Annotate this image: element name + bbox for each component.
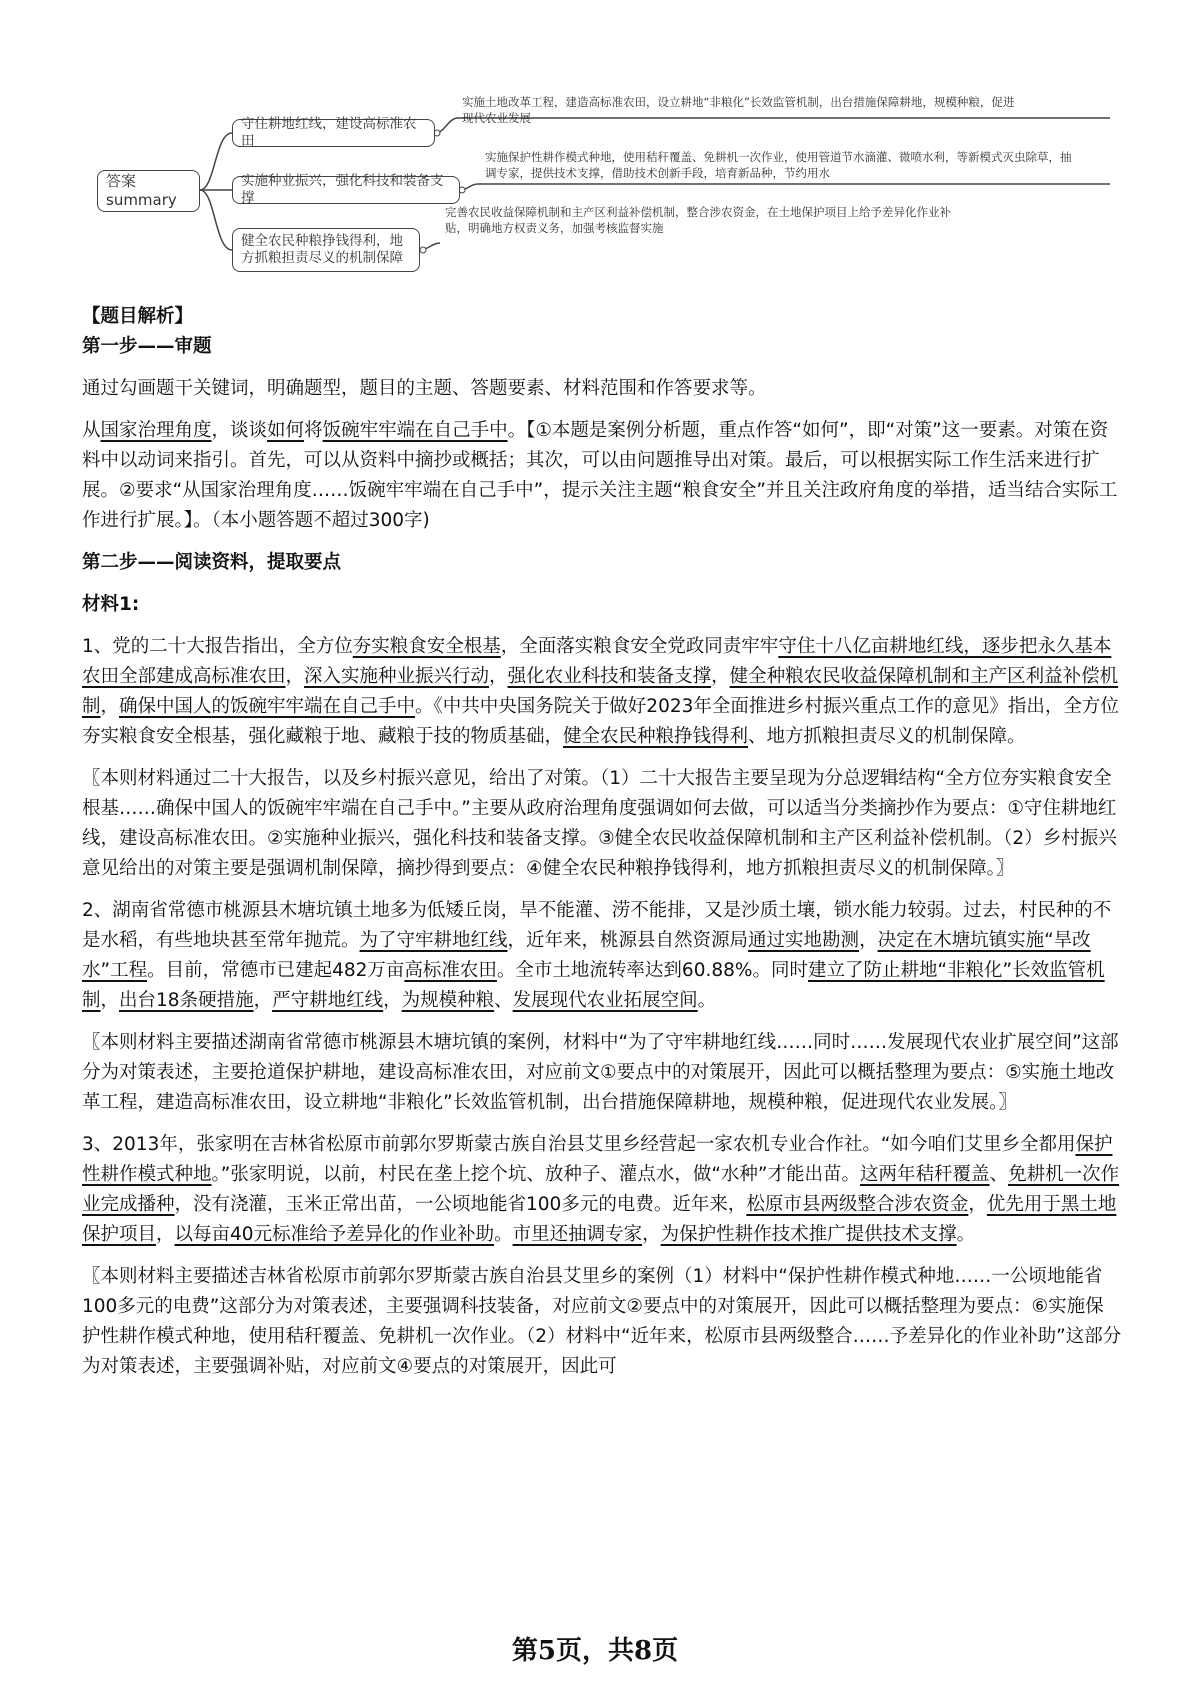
mindmap-branch-2: 实施种业振兴，强化科技和装备支撑	[232, 176, 460, 204]
mindmap-detail-3: 完善农民收益保障机制和主产区利益补偿机制，整合涉农资金，在土地保护项目上给予差异化作业补贴，明确地方权责义务，加强考核监督实施	[445, 205, 951, 235]
mindmap-root: 答案summary	[97, 170, 200, 212]
material-note-2: 〖本则材料主要描述湖南省常德市桃源县木塘坑镇的案例，材料中“为了守牢耕地红线……同时……发展现代农业扩展空间”这部分为对策表述，主要抢道保护耕地，建设高标准农田，对应前文①要点中的对策展开，因此可以概括整理为要点：⑤实施土地改革工程，建造高标准农田，设立耕地“非粮化”长效监管机制，出台措施保障耕地，规模种粮，促进现代农业发展。〗	[82, 1032, 1119, 1113]
material-paragraph-3: 3、2013年，张家明在吉林省松原市前郭尔罗斯蒙古族自治县艾里乡经营起一家农机专业合作社。“如今咱们艾里乡全都用保护性耕作模式种地。”张家明说，以前，村民在垄上挖个坑、放种子、灌点水，做“水种”才能出苗。这两年秸秆覆盖、免耕机一次作业完成播种，没有浇灌，玉米正常出苗，一公顷地能省100多元的电费。近年来，松原市县两级整合涉农资金，优先用于黑土地保护项目，以每亩40元标准给予差异化的作业补助。市里还抽调专家，为保护性耕作技术推广提供技术支撑。	[82, 1134, 1120, 1245]
material-note-3: 〖本则材料主要描述吉林省松原市前郭尔罗斯蒙古族自治县艾里乡的案例（1）材料中“保护性耕作模式种地……一公顷地能省100多元的电费”这部分为对策表述，主要强调科技装备，对应前文②要点中的对策展开，因此可以概括整理为要点：⑥实施保护性耕作模式种地，使用秸秆覆盖、免耕机一次作业。（2）材料中“近年来，松原市县两级整合……予差异化的作业补助”这部分为对策表述，主要强调补贴，对应前文④要点的对策展开，因此可	[82, 1266, 1122, 1377]
material-paragraph-2: 2、湖南省常德市桃源县木塘坑镇土地多为低矮丘岗，旱不能灌、涝不能排，又是沙质土壤，锁水能力较弱。过去，村民种的不是水稻，有些地块甚至常年抛荒。为了守牢耕地红线，近年来，桃源县自然资源局通过实地勘测，决定在木塘坑镇实施“旱改水”工程。目前，常德市已建起482万亩高标准农田。全市土地流转率达到60.88%。同时建立了防止耕地“非粮化”长效监管机制，出台18条硬措施，严守耕地红线，为规模种粮、发展现代农业拓展空间。	[82, 900, 1112, 1011]
page-footer: 第5页，共8页	[511, 1636, 679, 1666]
section-title: 【题目解析】	[82, 306, 194, 327]
material-paragraph-1: 1、党的二十大报告指出，全方位夯实粮食安全根基，全面落实粮食安全党政同责牢牢守住十八亿亩耕地红线，逐步把永久基本农田全部建成高标准农田，深入实施种业振兴行动，强化农业科技和装备支撑，健全种粮农民收益保障机制和主产区利益补偿机制，确保中国人的饭碗牢牢端在自己手中。《中共中央国务院关于做好2023年全面推进乡村振兴重点工作的意见》指出，全方位夯实粮食安全根基，强化藏粮于地、藏粮于技的物质基础，健全农民种粮挣钱得利、地方抓粮担责尽义的机制保障。	[82, 636, 1119, 747]
mindmap-branch-3: 健全农民种粮挣钱得利，地方抓粮担责尽义的机制保障	[232, 228, 420, 272]
mindmap-detail-1: 实施土地改革工程，建造高标准农田，设立耕地“非粮化”长效监管机制，出台措施保障耕地，规模种粮，促进现代农业发展	[462, 95, 1015, 125]
mindmap-connectors	[0, 0, 1190, 290]
material-title: 材料1:	[82, 594, 140, 615]
step2-title: 第二步——阅读资料，提取要点	[82, 552, 342, 573]
answer-mindmap	[0, 0, 1190, 290]
analysis-content	[82, 302, 1122, 1394]
step1-paragraph-1: 通过勾画题干关键词，明确题型，题目的主题、答题要素、材料范围和作答要求等。	[82, 378, 767, 399]
mindmap-branch-1: 守住耕地红线，建设高标准农田	[232, 119, 435, 147]
mindmap-detail-2: 实施保护性耕作模式种地，使用秸秆覆盖、免耕机一次作业，使用管道节水滴灌、微喷水利，等新模式灭虫除草，抽调专家，提供技术支撑，借助技术创新手段，培育新品种，节约用水	[485, 150, 1072, 180]
step1-title: 第一步——审题	[82, 336, 212, 357]
step1-paragraph-2: 从国家治理角度，谈谈如何将饭碗牢牢端在自己手中。【①本题是案例分析题，重点作答“如何”，即“对策”这一要素。对策在资料中以动词来指引。首先，可以从资料中摘抄或概括；其次，可以由问题推导出对策。最后，可以根据实际工作生活来进行扩展。②要求“从国家治理角度……饭碗牢牢端在自己手中”，提示关注主题“粮食安全”并且关注政府角度的举措，适当结合实际工作进行扩展。】。（本小题答题不超过300字)	[82, 420, 1118, 531]
material-note-1: 〖本则材料通过二十大报告，以及乡村振兴意见，给出了对策。（1）二十大报告主要呈现为分总逻辑结构“全方位夯实粮食安全根基……确保中国人的饭碗牢牢端在自己手中。”主要从政府治理角度强调如何去做，可以适当分类摘抄作为要点：①守住耕地红线，建设高标准农田。②实施种业振兴，强化科技和装备支撑。③健全农民收益保障机制和主产区利益补偿机制。（2）乡村振兴意见给出的对策主要是强调机制保障，摘抄得到要点：④健全农民种粮挣钱得利，地方抓粮担责尽义的机制保障。〗	[82, 768, 1117, 879]
